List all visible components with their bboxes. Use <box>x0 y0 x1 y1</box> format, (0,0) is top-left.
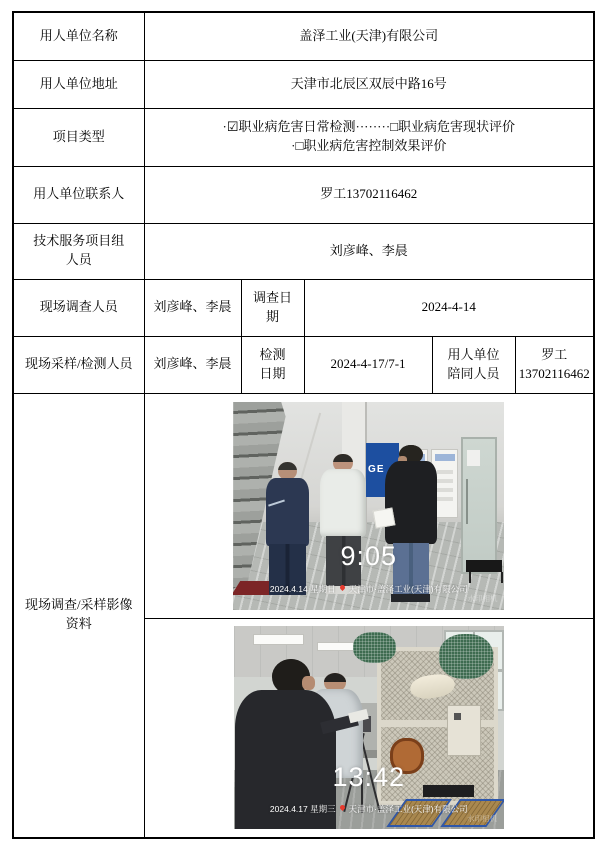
company-name-value: 盖泽工业(天津)有限公司 <box>144 12 594 60</box>
green-mesh-guard <box>439 634 493 679</box>
photo2-watermark: 水印相机 <box>467 814 498 824</box>
company-address-label: 用人单位地址 <box>13 60 144 108</box>
person-black-jacket-inspector <box>382 445 439 605</box>
heater-box <box>447 705 481 756</box>
site-photo-lobby <box>233 402 504 610</box>
photo1-watermark: 水印相机 <box>467 594 498 604</box>
fluorescent-light <box>253 634 304 644</box>
escort-label: 用人单位 陪同人员 <box>432 336 515 393</box>
sampling-persons-label: 现场采样/检测人员 <box>13 336 144 393</box>
blue-logo-sign: GE <box>366 443 399 497</box>
row-contact <box>13 166 594 223</box>
sampling-date-label: 检测 日期 <box>241 336 304 393</box>
sampling-persons-value: 刘彦峰、李晨 <box>144 336 241 393</box>
location-pin-icon <box>339 584 346 591</box>
fluorescent-light <box>317 642 355 650</box>
photo1-location: 天津市·盖泽工业(天津)有限公司 <box>348 583 468 594</box>
row-survey <box>13 279 594 336</box>
photo2-time-stamp: 13:42 <box>332 761 406 792</box>
project-team-label: 技术服务项目组 人员 <box>13 223 144 279</box>
photo1-date: 2024.4.14 星期日 <box>269 583 336 594</box>
row-project-type <box>13 108 594 166</box>
row-project-team <box>13 223 594 279</box>
survey-date-label: 调查日 期 <box>241 279 304 336</box>
photo2-date: 2024.4.17 星期三 <box>269 803 336 814</box>
company-name-label: 用人单位名称 <box>13 12 144 60</box>
photo1-caption <box>233 583 504 595</box>
sampling-date-value: 2024-4-17/7-1 <box>304 336 432 393</box>
escort-value: 罗工 13702116462 <box>515 336 594 393</box>
photo1-time-stamp: 9:05 <box>340 541 398 572</box>
project-team-value: 刘彦峰、李晨 <box>144 223 594 279</box>
company-address-value: 天津市北辰区双辰中路16号 <box>144 60 594 108</box>
survey-date-value: 2024-4-14 <box>304 279 594 336</box>
row-company-name <box>13 12 594 60</box>
site-photo-workshop <box>234 626 504 829</box>
photo2-caption <box>234 803 504 815</box>
survey-persons-value: 刘彦峰、李晨 <box>144 279 241 336</box>
photo-cell-1 <box>144 393 594 618</box>
contact-label: 用人单位联系人 <box>13 166 144 223</box>
project-type-label: 项目类型 <box>13 108 144 166</box>
photo2-location: 天津市·盖泽工业(天津)有限公司 <box>348 803 468 814</box>
project-type-value <box>144 108 594 166</box>
photo-cell-2 <box>144 618 594 838</box>
row-company-address <box>13 60 594 108</box>
contact-value: 罗工13702116462 <box>144 166 594 223</box>
project-type-option-line-2: ·□职业病危害控制效果评价 <box>291 138 447 153</box>
media-label: 现场调查/采样影像 资料 <box>13 393 144 838</box>
row-media-photo-1 <box>13 393 594 618</box>
green-mesh-guard <box>353 632 396 662</box>
location-pin-icon <box>339 804 346 811</box>
project-type-option-line-1: ·☑职业病危害日常检测········□职业病危害现状评价 <box>222 119 515 135</box>
row-sampling <box>13 336 594 393</box>
survey-persons-label: 现场调查人员 <box>13 279 144 336</box>
inspection-form-table <box>12 11 595 839</box>
